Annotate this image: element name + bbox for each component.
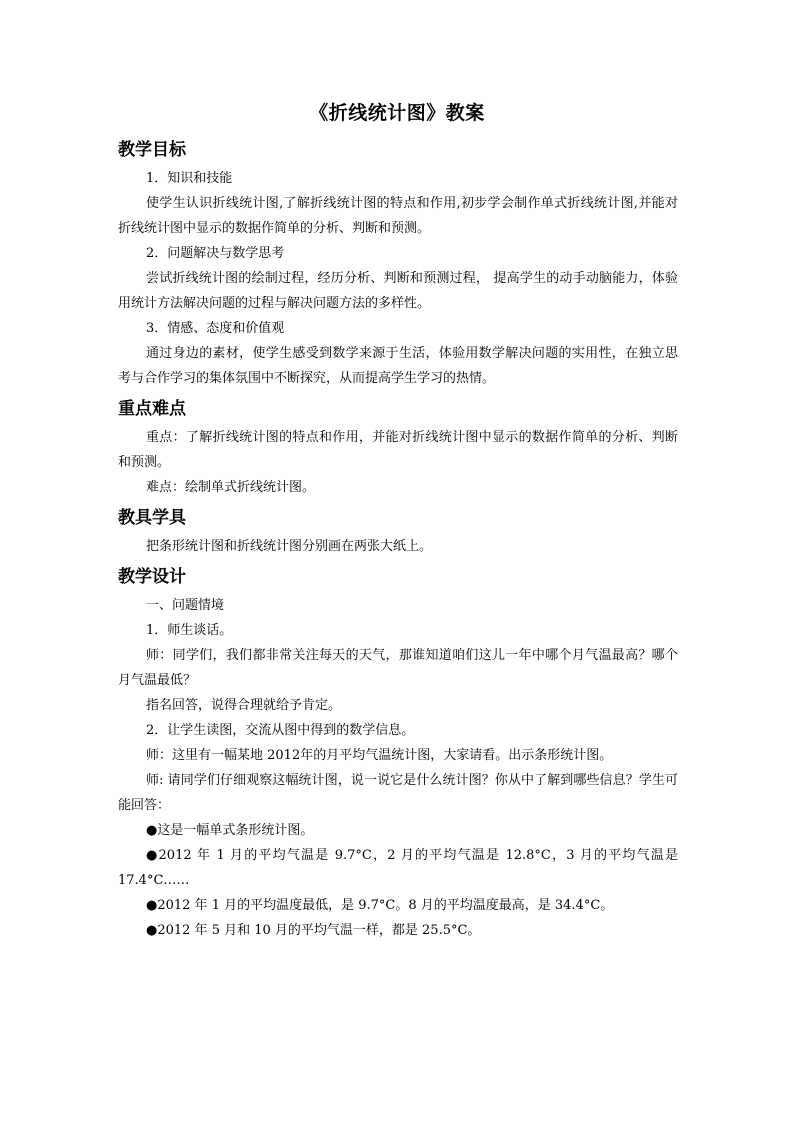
paragraph: 尝试折线统计图的绘制过程，经历分析、判断和预测过程， 提高学生的动手动脑能力，体验用统计方法解决问题的过程与解决问题方法的多样性。 — [118, 271, 678, 311]
paragraph: 1．师生谈话。 — [146, 623, 233, 638]
document-title: 《折线统计图》教案 — [309, 102, 485, 124]
paragraph: 通过身边的素材，使学生感受到数学来源于生活，体验用数学解决问题的实用性，在独立思考与合作学习的集体氛围中不断探究，从而提高学生学习的热情。 — [118, 346, 678, 386]
paragraph: 把条形统计图和折线统计图分别画在两张大纸上。 — [146, 539, 433, 554]
paragraph: 2．问题解决与数学思考 — [146, 246, 285, 261]
paragraph: 3．情感、态度和价值观 — [146, 321, 285, 336]
section-heading-design: 教学设计 — [118, 567, 186, 587]
paragraph: 1．知识和技能 — [146, 171, 233, 186]
section-heading-materials: 教具学具 — [118, 508, 186, 528]
document-body — [118, 136, 678, 943]
paragraph: 师：同学们，我们都非常关注每天的天气，那谁知道咱们这儿一年中哪个月气温最高？哪个月气温最低？ — [118, 648, 678, 688]
list-item: ●2012 年 1 月的平均温度最低，是 9.7°C。8 月的平均温度最高，是 34.4°C。 — [146, 898, 614, 913]
paragraph: 指名回答，说得合理就给予肯定。 — [146, 698, 342, 713]
section-heading-objectives: 教学目标 — [118, 140, 186, 160]
list-item: ●这是一幅单式条形统计图。 — [146, 823, 314, 838]
paragraph: 2．让学生读图，交流从图中得到的数学信息。 — [146, 723, 415, 738]
paragraph: 一、问题情境 — [146, 598, 225, 613]
paragraph: 使学生认识折线统计图,了解折线统计图的特点和作用,初步学会制作单式折线统计图,并能对折线统计图中显示的数据作简单的分析、判断和预测。 — [118, 196, 678, 236]
section-heading-key-points: 重点难点 — [118, 399, 186, 419]
list-item: ●2012 年 5 月和 10 月的平均气温一样，都是 25.5°C。 — [146, 923, 481, 938]
paragraph: 重点：了解折线统计图的特点和作用，并能对折线统计图中显示的数据作简单的分析、判断和预测。 — [118, 430, 678, 470]
paragraph: 师：这里有一幅某地 2012年的月平均气温统计图，大家请看。出示条形统计图。 — [146, 748, 613, 763]
paragraph: 难点：绘制单式折线统计图。 — [146, 480, 316, 495]
paragraph: 师: 请同学们仔细观察这幅统计图，说一说它是什么统计图？你从中了解到哪些信息？学生可能回答： — [118, 773, 678, 813]
list-item: ●2012 年 1 月的平均气温是 9.7°C，2 月的平均气温是 12.8°C，3 月的平均气温是 17.4°C…… — [118, 848, 678, 888]
